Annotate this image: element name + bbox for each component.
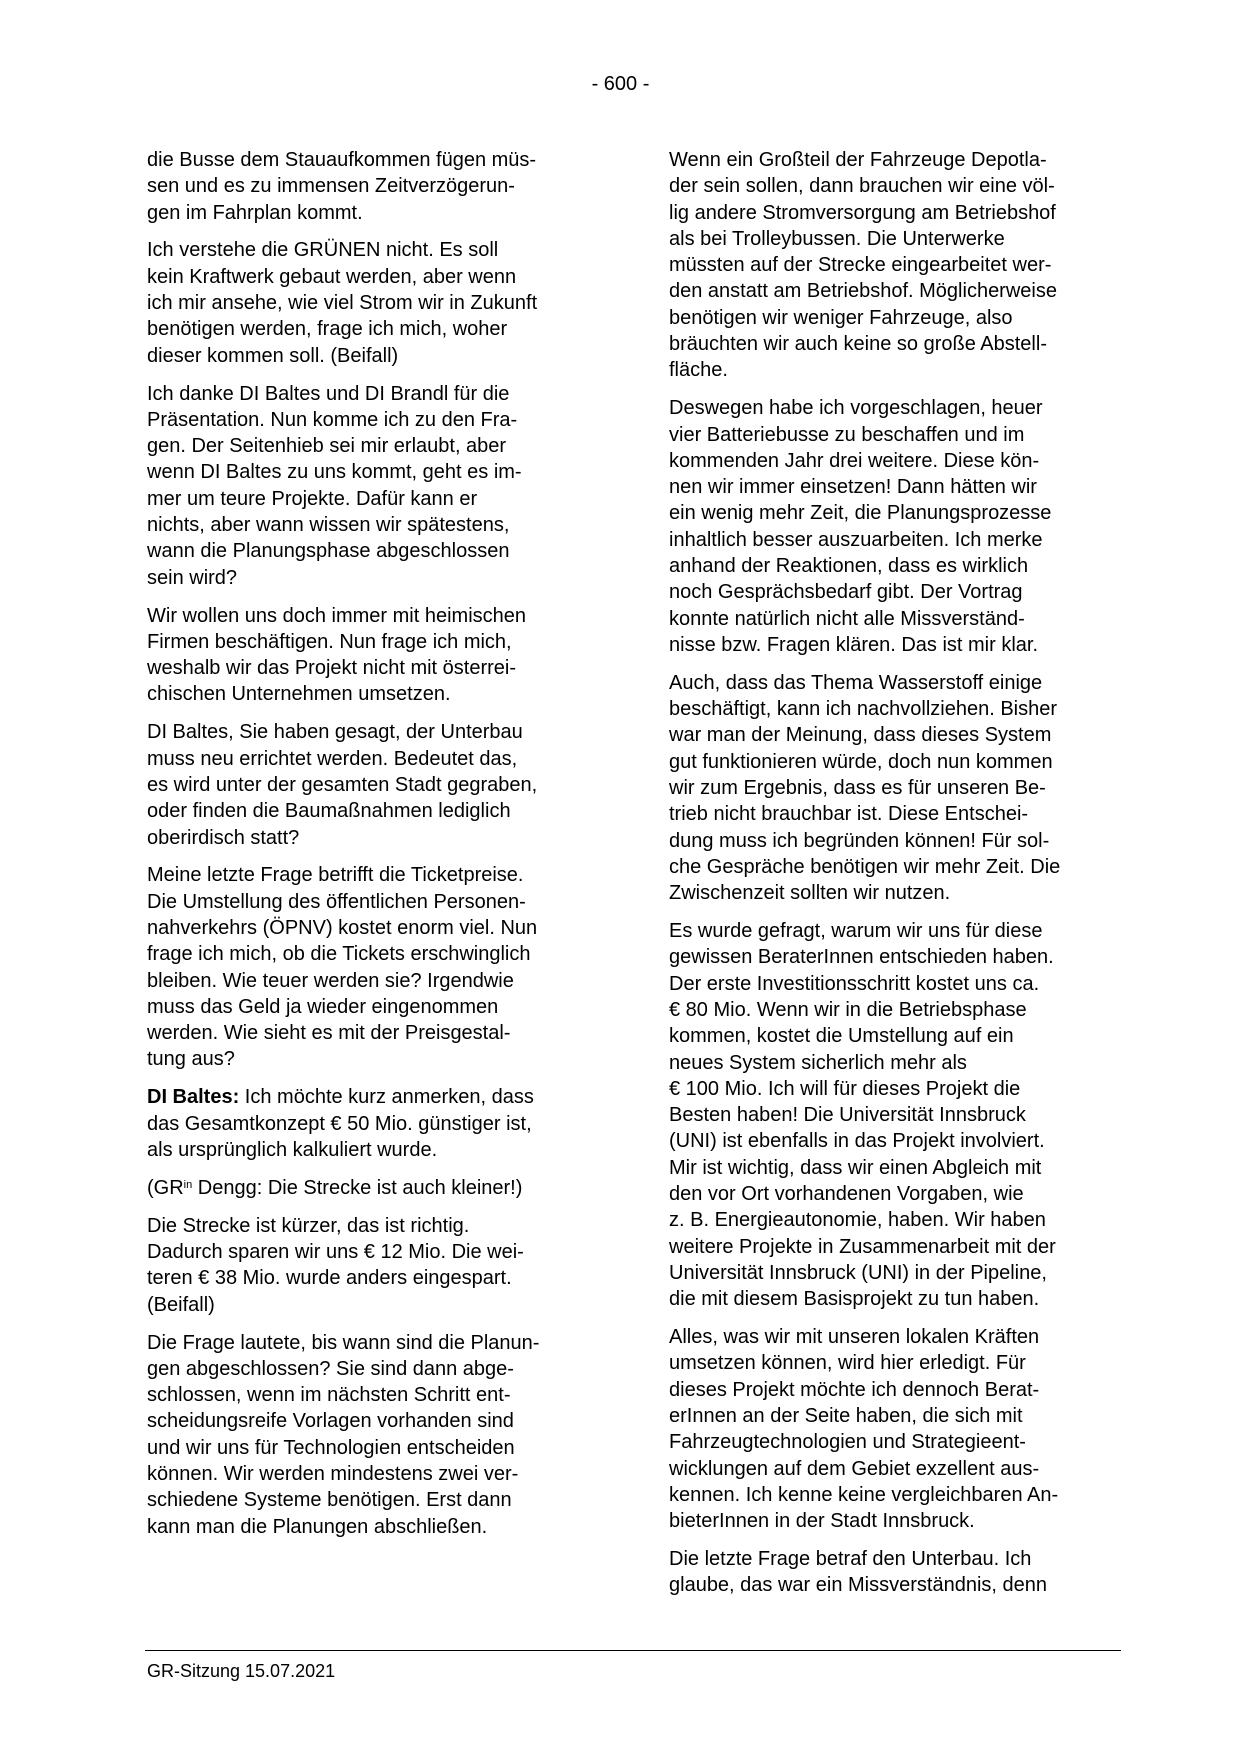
footer-divider	[145, 1650, 1121, 1651]
paragraph: Meine letzte Frage betrifft die Ticketpreise. Die Umstellung des öffentlichen Personen- nahverkehrs (ÖPNV) kostet enorm viel. Nun frage ich mich, ob die Tickets erschwinglich bleiben. Wie teuer werden sie? Irgendwie muss das Geld ja wieder eingenommen werden. Wie sieht es mit der Preisgestal- tung aus?	[147, 864, 538, 1071]
paragraph: Es wurde gefragt, warum wir uns für diese gewissen BeraterInnen entschieden haben. Der erste Investitionsschritt kostet uns ca. € 80 Mio. Wenn wir in die Betriebsphase kommen, kostet die Umstellung auf ein neues System sicherlich mehr als € 100 Mio. Ich will für dieses Projekt die Besten haben! Die Universität Innsbruck (UNI) ist ebenfalls in das Projekt involviert. Mir ist wichtig, dass wir einen Abgleich mit den vor Ort vorhandenen Vorgaben, wie z. B. Energieautonomie, haben. Wir haben weitere Projekte in Zusammenarbeit mit der Universität Innsbruck (UNI) in der Pipeline, die mit diesem Basisprojekt zu tun haben.	[669, 920, 1056, 1311]
paragraph: Alles, was wir mit unseren lokalen Kräften umsetzen können, wird hier erledigt. Für dieses Projekt möchte ich dennoch Berat- erInnen an der Seite haben, die sich mit Fahrzeugtechnologien und Strategieent- wicklungen auf dem Gebiet exzellent aus- kennen. Ich kenne keine vergleichbaren An- bieterInnen in der Stadt Innsbruck.	[669, 1326, 1059, 1533]
paragraph: die Busse dem Stauaufkommen fügen müs- sen und es zu immensen Zeitverzögerun- gen im Fahrplan kommt.	[147, 149, 537, 224]
paragraph: Wir wollen uns doch immer mit heimischen Firmen beschäftigen. Nun frage ich mich, weshalb wir das Projekt nicht mit österrei- chischen Unternehmen umsetzen.	[147, 604, 527, 706]
footer-session-date: GR-Sitzung 15.07.2021	[147, 1661, 336, 1681]
speaker-text: Ich möchte kurz anmerken, dass das Gesamtkonzept € 50 Mio. günstiger ist, als ursprünglich kalkuliert wurde.	[147, 1086, 534, 1161]
interjection-open: (GR	[147, 1176, 184, 1199]
paragraph: Ich danke DI Baltes und DI Brandl für die Präsentation. Nun komme ich zu den Fra- gen. Der Seitenhieb sei mir erlaubt, aber wenn DI Baltes zu uns kommt, geht es im- mer um teure Projekte. Dafür kann er nichts, aber wann wissen wir spätestens, wann die Planungsphase abgeschlossen sein wird?	[147, 382, 522, 589]
interjection-superscript: in	[183, 1178, 193, 1191]
paragraph: Die Strecke ist kürzer, das ist richtig. Dadurch sparen wir uns € 12 Mio. Die wei- teren € 38 Mio. wurde anders eingespart. (Beifall)	[147, 1214, 524, 1316]
right-column	[669, 147, 1127, 1610]
paragraph: Deswegen habe ich vorgeschlagen, heuer vier Batteriebusse zu beschaffen und im kommenden Jahr drei weitere. Diese kön- nen wir immer einsetzen! Dann hätten wir ein wenig mehr Zeit, die Planungsprozesse inhaltlich besser auszuarbeiten. Ich merke anhand der Reaktionen, dass es wirklich noch Gesprächsbedarf gibt. Der Vortrag konnte natürlich nicht alle Missverständ- nisse bzw. Fragen klären. Das ist mir klar.	[669, 397, 1052, 656]
paragraph: Auch, dass das Thema Wasserstoff einige beschäftigt, kann ich nachvollziehen. Bisher war man der Meinung, dass dieses System gut funktionieren würde, doch nun kommen wir zum Ergebnis, dass es für unseren Be- trieb nicht brauchbar ist. Diese Entschei- dung muss ich begründen können! Für sol- che Gespräche benötigen wir mehr Zeit. Die Zwischenzeit sollten wir nutzen.	[669, 671, 1061, 905]
paragraph-interjection	[147, 1175, 603, 1201]
paragraph: DI Baltes, Sie haben gesagt, der Unterbau muss neu errichtet werden. Bedeutet das, es wird unter der gesamten Stadt gegraben, oder finden die Baumaßnahmen lediglich oberirdisch statt?	[147, 721, 538, 849]
interjection-text: Dengg: Die Strecke ist auch kleiner!)	[192, 1176, 523, 1199]
left-column	[147, 147, 603, 1551]
paragraph: Die letzte Frage betraf den Unterbau. Ich glaube, das war ein Missverständnis, denn	[669, 1548, 1047, 1597]
paragraph: Die Frage lautete, bis wann sind die Planun- gen abgeschlossen? Sie sind dann abge- schlossen, wenn im nächsten Schritt ent- scheidungsreife Vorlagen vorhanden sind und wir uns für Technologien entscheiden können. Wir werden mindestens zwei ver- schiedene Systeme benötigen. Erst dann kann man die Planungen abschließen.	[147, 1331, 540, 1538]
paragraph: Wenn ein Großteil der Fahrzeuge Depotla- der sein sollen, dann brauchen wir eine völ- lig andere Stromversorgung am Betriebshof als bei Trolleybussen. Die Unterwerke müssten auf der Strecke eingearbeitet wer- den anstatt am Betriebshof. Möglicherweise benötigen wir weniger Fahrzeuge, also bräuchten wir auch keine so große Abstell- fläche.	[669, 149, 1057, 382]
speaker-name: DI Baltes:	[147, 1086, 240, 1109]
page-number: - 600 -	[591, 73, 650, 95]
paragraph: Ich verstehe die GRÜNEN nicht. Es soll kein Kraftwerk gebaut werden, aber wenn ich mir ansehe, wie viel Strom wir in Zukunft benötigen werden, frage ich mich, woher dieser kommen soll. (Beifall)	[147, 239, 538, 367]
paragraph-speaker-statement	[147, 1084, 603, 1163]
